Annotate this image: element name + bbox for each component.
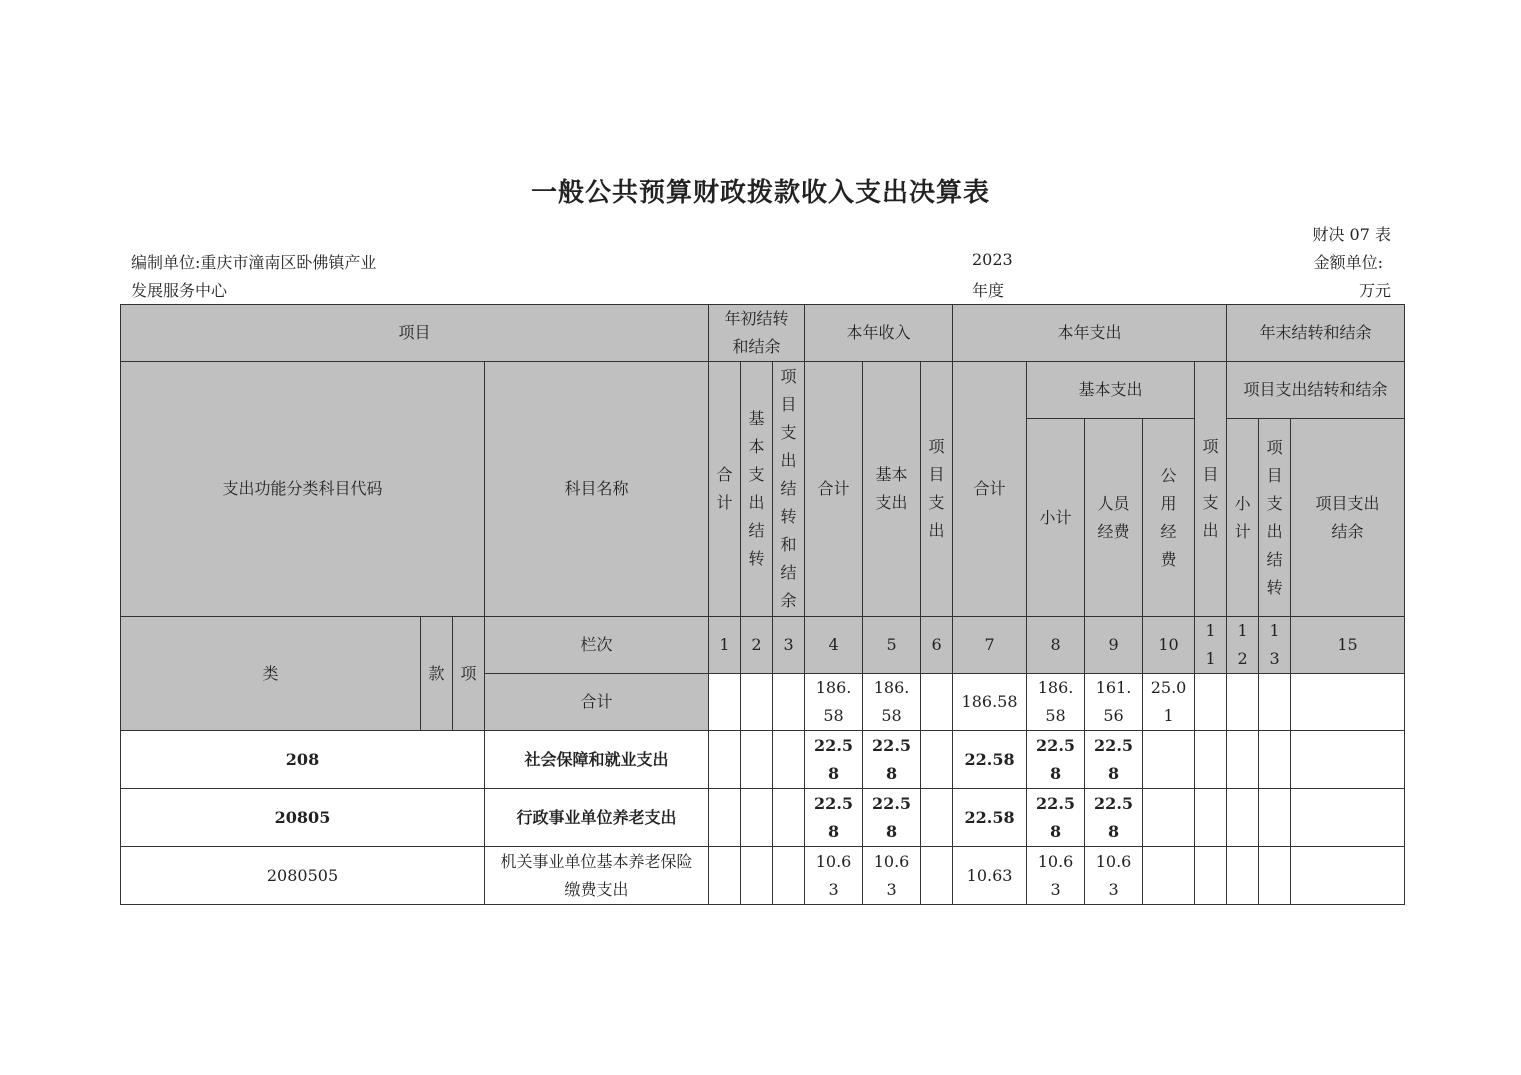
row-cell (773, 789, 805, 847)
sum-cell (1259, 674, 1291, 731)
table-row (121, 789, 1405, 847)
header-basic-personnel: 人员经费 (1085, 419, 1143, 617)
sum-cell: 186.58 (805, 674, 863, 731)
row-cell: 22.58 (953, 731, 1027, 789)
col-number: 13 (1259, 617, 1291, 674)
row-code: 208 (121, 731, 485, 789)
row-cell (1291, 847, 1405, 905)
unit-label-continued: 发展服务中心 (131, 281, 228, 300)
header-income-total: 合计 (805, 362, 863, 617)
header-opening-basic: 基本支出结转 (741, 362, 773, 617)
row-cell (709, 789, 741, 847)
header-opening-total: 合计 (709, 362, 741, 617)
sum-cell (1291, 674, 1405, 731)
amount-unit-label: 金额单位: (1313, 253, 1383, 272)
row-cell (709, 731, 741, 789)
row-cell (1227, 789, 1259, 847)
row-name: 行政事业单位养老支出 (485, 789, 709, 847)
page-title: 一般公共预算财政拨款收入支出决算表 (530, 178, 990, 208)
row-code: 20805 (121, 789, 485, 847)
row-cell (741, 847, 773, 905)
header-expense-project: 项目支出 (1195, 362, 1227, 617)
header-expense: 本年支出 (953, 305, 1227, 362)
row-cell: 22.58 (1085, 789, 1143, 847)
row-cell (1259, 789, 1291, 847)
col-number: 2 (741, 617, 773, 674)
header-closing-project-carry: 项目支出结转 (1259, 419, 1291, 617)
budget-table (120, 304, 1405, 905)
col-number: 7 (953, 617, 1027, 674)
row-cell (1259, 731, 1291, 789)
row-cell (921, 847, 953, 905)
header-closing-project-balance: 项目支出结余 (1291, 419, 1405, 617)
sum-label: 合计 (485, 674, 709, 731)
row-cell: 22.58 (805, 731, 863, 789)
col-number: 3 (773, 617, 805, 674)
sum-cell: 186.58 (1027, 674, 1085, 731)
sum-cell: 25.01 (1143, 674, 1195, 731)
row-cell (1227, 847, 1259, 905)
row-cell: 22.58 (953, 789, 1027, 847)
row-cell (1143, 731, 1195, 789)
row-cell (1195, 789, 1227, 847)
header-income-project: 项目支出 (921, 362, 953, 617)
row-cell: 22.58 (805, 789, 863, 847)
row-cell: 10.63 (953, 847, 1027, 905)
row-cell: 22.58 (863, 731, 921, 789)
row-cell: 22.58 (1027, 789, 1085, 847)
row-cell (773, 731, 805, 789)
col-number: 6 (921, 617, 953, 674)
col-number: 4 (805, 617, 863, 674)
sum-cell: 186.58 (863, 674, 921, 731)
sum-cell (1195, 674, 1227, 731)
row-cell: 22.58 (863, 789, 921, 847)
col-number: 12 (1227, 617, 1259, 674)
row-cell (741, 789, 773, 847)
sum-cell (741, 674, 773, 731)
header-opening-project: 项目支出结转和结余 (773, 362, 805, 617)
row-name: 社会保障和就业支出 (485, 731, 709, 789)
row-cell (1291, 789, 1405, 847)
row-cell (1143, 847, 1195, 905)
col-number: 15 (1291, 617, 1405, 674)
header-income-basic: 基本支出 (863, 362, 921, 617)
unit-label: 编制单位:重庆市潼南区卧佛镇产业 (131, 253, 377, 272)
header-basic-exp: 基本支出 (1027, 362, 1195, 419)
sum-cell (1227, 674, 1259, 731)
header-closing: 年末结转和结余 (1227, 305, 1405, 362)
header-closing-project: 项目支出结转和结余 (1227, 362, 1405, 419)
header-income: 本年收入 (805, 305, 953, 362)
header-xiang: 项 (453, 617, 485, 731)
col-number: 9 (1085, 617, 1143, 674)
form-number: 财决 07 表 (1312, 225, 1391, 244)
header-lei: 类 (121, 617, 421, 731)
row-cell (1291, 731, 1405, 789)
row-cell: 22.58 (1027, 731, 1085, 789)
row-code: 2080505 (121, 847, 485, 905)
row-cell (921, 731, 953, 789)
header-func-code: 支出功能分类科目代码 (121, 362, 485, 617)
header-basic-public: 公用经费 (1143, 419, 1195, 617)
row-cell: 10.63 (863, 847, 921, 905)
header-basic-subtotal: 小计 (1027, 419, 1085, 617)
col-number: 11 (1195, 617, 1227, 674)
row-cell: 10.63 (1085, 847, 1143, 905)
header-expense-total: 合计 (953, 362, 1027, 617)
sum-cell (709, 674, 741, 731)
year-value: 2023 (972, 250, 1013, 269)
col-number: 10 (1143, 617, 1195, 674)
header-item: 项目 (121, 305, 709, 362)
row-cell: 10.63 (805, 847, 863, 905)
row-cell (921, 789, 953, 847)
row-cell (1195, 731, 1227, 789)
table-row (121, 731, 1405, 789)
year-label: 年度 (972, 281, 1005, 300)
col-number: 5 (863, 617, 921, 674)
row-cell (1259, 847, 1291, 905)
row-cell: 10.63 (1027, 847, 1085, 905)
row-cell (1143, 789, 1195, 847)
row-cell (709, 847, 741, 905)
table-row (121, 847, 1405, 905)
row-cell: 22.58 (1085, 731, 1143, 789)
row-cell (1227, 731, 1259, 789)
row-name: 机关事业单位基本养老保险缴费支出 (485, 847, 709, 905)
col-number: 1 (709, 617, 741, 674)
header-kuan: 款 (421, 617, 453, 731)
row-cell (773, 847, 805, 905)
sum-cell: 186.58 (953, 674, 1027, 731)
sum-cell: 161.56 (1085, 674, 1143, 731)
header-closing-subtotal: 小计 (1227, 419, 1259, 617)
amount-unit-value: 万元 (1358, 281, 1391, 300)
sum-cell (921, 674, 953, 731)
row-cell (741, 731, 773, 789)
header-subject-name: 科目名称 (485, 362, 709, 617)
col-number-label: 栏次 (485, 617, 709, 674)
header-opening: 年初结转和结余 (709, 305, 805, 362)
row-cell (1195, 847, 1227, 905)
col-number: 8 (1027, 617, 1085, 674)
sum-cell (773, 674, 805, 731)
